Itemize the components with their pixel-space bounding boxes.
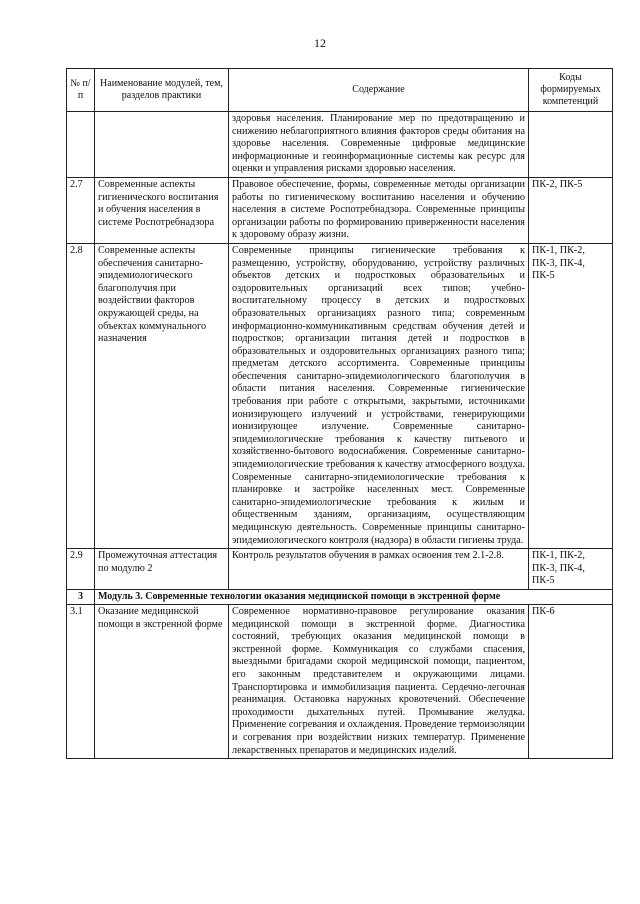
curriculum-table: [66, 68, 613, 759]
row-content: здоровья населения. Планирование мер по предотвращению и снижению неблагоприятного влияния факторов среды обитания на здоровье населения. Современные цифровые медицинские информационные и геоинформационные системы как ресурс для оценки и управления рисками здоровью населения.: [229, 112, 529, 178]
row-codes: [529, 112, 613, 178]
module-num: 3: [67, 589, 95, 604]
row-content: Правовое обеспечение, формы, современные методы организации работы по гигиеническому воспитанию населения и обучению населения в системе Роспотребнадзора. Современные принципы организации работы по формированию приверженности населения к здоровому образу жизни.: [229, 177, 529, 243]
row-codes: ПК-1, ПК-2, ПК-3, ПК-4, ПК-5: [529, 243, 613, 548]
header-content: Содержание: [229, 69, 529, 112]
header-codes: Коды формируемых компетенций: [529, 69, 613, 112]
row-name: [95, 112, 229, 178]
header-num: № п/п: [67, 69, 95, 112]
table-header-row: [67, 69, 613, 112]
row-name: Оказание медицинской помощи в экстренной форме: [95, 604, 229, 758]
row-content: Контроль результатов обучения в рамках освоения тем 2.1-2.8.: [229, 549, 529, 590]
row-name: Современные аспекты обеспечения санитарно-эпидемиологического благополучия при воздействии факторов окружающей среды, на объектах коммунального назначения: [95, 243, 229, 548]
row-codes: ПК-6: [529, 604, 613, 758]
row-codes: ПК-1, ПК-2, ПК-3, ПК-4, ПК-5: [529, 549, 613, 590]
row-codes: ПК-2, ПК-5: [529, 177, 613, 243]
table-row: [67, 549, 613, 590]
table-row: [67, 243, 613, 548]
row-content: Современные принципы гигиенические требования к размещению, устройству, оборудованию, устройству различных объектов детских и подростковых образовательных и оздоровительных организаций всех типов; учебно-воспитательному процессу в детских и подростковых образовательных организациях разного типа; современным информационно-коммуникативным средствам обучения детей и подростков; организации питания детей и подростков в образовательных и оздоровительных организациях разного типа; предметам детского ассортимента. Современные принципы обеспечения санитарно-эпидемиологического благополучия в области питания населения. Современные гигиенические требования при работе с открытыми, закрытыми, источниками ионизирующего излучений и устройствами, генерирующими ионизирующее излучение. Современные санитарно-эпидемиологические требования к качеству питьевого и хозяйственно-бытового водоснабжения. Современные санитарно-эпидемиологические требования к качеству атмосферного воздуха. Современные санитарно-эпидемиологические требования к планировке и застройке населенных мест. Современные санитарно-эпидемиологические требования к жилым и общественным зданиям, организациям, осуществляющим медицинскую деятельность. Современные принципы санитарно-эпидемиологического контроля (надзора) в области гигиены труда.: [229, 243, 529, 548]
row-name: Современные аспекты гигиенического воспитания и обучения населения в системе Роспотребнадзора: [95, 177, 229, 243]
table-row: [67, 112, 613, 178]
row-num: 2.7: [67, 177, 95, 243]
table-row: [67, 177, 613, 243]
row-num: [67, 112, 95, 178]
module-title: Модуль 3. Современные технологии оказания медицинской помощи в экстренной форме: [95, 589, 613, 604]
table-row: [67, 604, 613, 758]
header-name: Наименование модулей, тем, разделов практики: [95, 69, 229, 112]
row-name: Промежуточная аттестация по модулю 2: [95, 549, 229, 590]
row-num: 2.8: [67, 243, 95, 548]
row-num: 3.1: [67, 604, 95, 758]
row-num: 2.9: [67, 549, 95, 590]
module-row: [67, 589, 613, 604]
row-content: Современное нормативно-правовое регулирование оказания медицинской помощи в экстренной форме. Диагностика состояний, требующих оказания медицинской помощи в экстренной форме. Коммуникация со службами спасения, выездными бригадами скорой медицинской помощи, пациентом, его законным представителем и окружающими лицами. Транспортировка и иммобилизация пациента. Сердечно-легочная реанимация. Остановка наружных кровотечений. Обеспечение проходимости дыхательных путей. Промывание желудка. Применение согревания и охлаждения. Проведение термоизоляции и согревания при воздействии низких температур. Применение лекарственных препаратов и медицинских изделий.: [229, 604, 529, 758]
page-number: 12: [314, 36, 326, 50]
